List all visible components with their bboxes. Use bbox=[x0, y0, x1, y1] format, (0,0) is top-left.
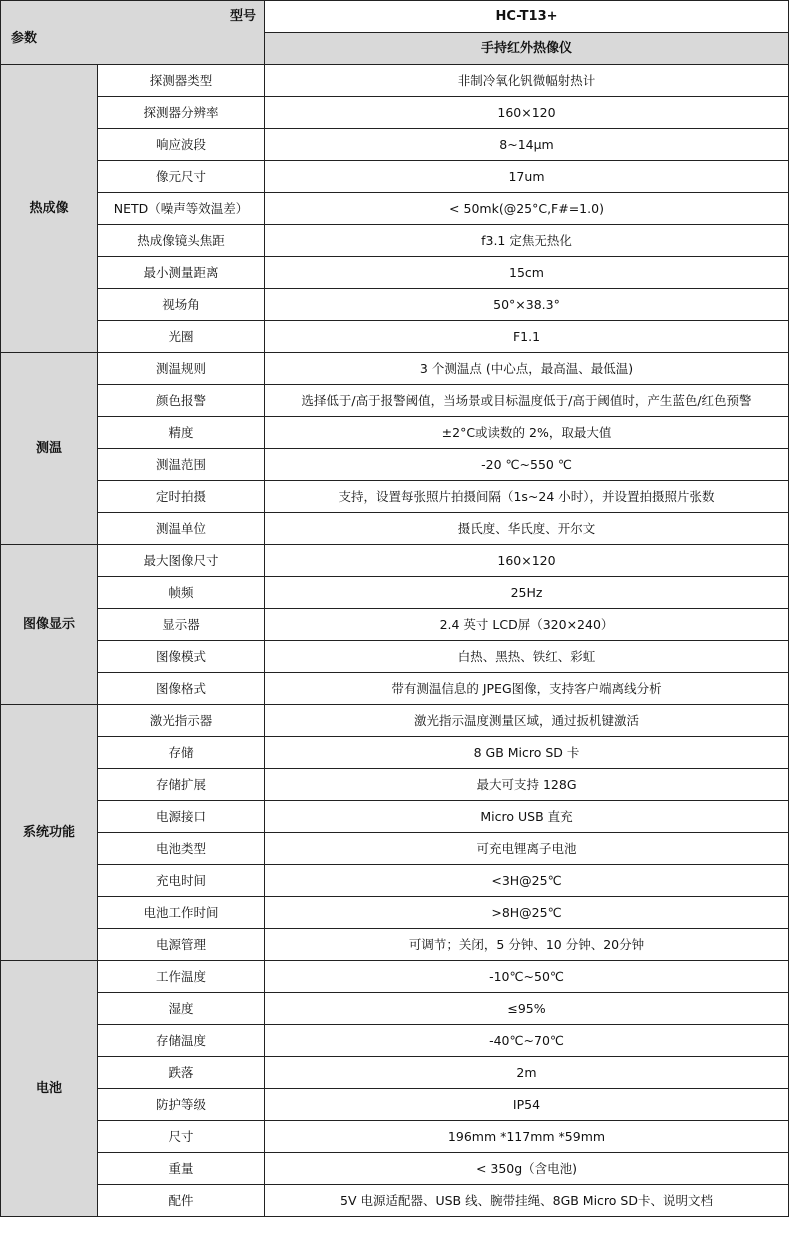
header-row-model bbox=[1, 1, 789, 33]
param-name: 存储 bbox=[98, 737, 265, 769]
table-row bbox=[1, 385, 789, 417]
group-label: 电池 bbox=[1, 961, 98, 1217]
param-name: 存储温度 bbox=[98, 1025, 265, 1057]
param-name: 最大图像尺寸 bbox=[98, 545, 265, 577]
table-row bbox=[1, 321, 789, 353]
param-name: 工作温度 bbox=[98, 961, 265, 993]
table-row bbox=[1, 673, 789, 705]
param-name: 像元尺寸 bbox=[98, 161, 265, 193]
param-name: 测温范围 bbox=[98, 449, 265, 481]
param-name: 最小测量距离 bbox=[98, 257, 265, 289]
table-row bbox=[1, 1153, 789, 1185]
param-name: 测温单位 bbox=[98, 513, 265, 545]
param-name: 精度 bbox=[98, 417, 265, 449]
param-value: 带有测温信息的 JPEG图像，支持客户端离线分析 bbox=[265, 673, 789, 705]
param-name: NETD（噪声等效温差） bbox=[98, 193, 265, 225]
param-name: 尺寸 bbox=[98, 1121, 265, 1153]
param-value: 摄氏度、华氏度、开尔文 bbox=[265, 513, 789, 545]
param-value: 白热、黑热、铁红、彩虹 bbox=[265, 641, 789, 673]
table-row bbox=[1, 897, 789, 929]
group-label: 测温 bbox=[1, 353, 98, 545]
param-name: 响应波段 bbox=[98, 129, 265, 161]
product-name: 手持红外热像仪 bbox=[265, 33, 789, 65]
param-value: -10℃~50℃ bbox=[265, 961, 789, 993]
param-value: f3.1 定焦无热化 bbox=[265, 225, 789, 257]
param-name: 颜色报警 bbox=[98, 385, 265, 417]
param-value: 可充电锂离子电池 bbox=[265, 833, 789, 865]
param-name: 光圈 bbox=[98, 321, 265, 353]
group-label: 系统功能 bbox=[1, 705, 98, 961]
table-row bbox=[1, 65, 789, 97]
table-row bbox=[1, 641, 789, 673]
param-name: 电源管理 bbox=[98, 929, 265, 961]
param-value: 2m bbox=[265, 1057, 789, 1089]
table-row bbox=[1, 289, 789, 321]
param-name: 热成像镜头焦距 bbox=[98, 225, 265, 257]
param-value: 17um bbox=[265, 161, 789, 193]
param-name: 定时拍摄 bbox=[98, 481, 265, 513]
param-name: 防护等级 bbox=[98, 1089, 265, 1121]
table-row bbox=[1, 161, 789, 193]
model-value: HC-T13+ bbox=[265, 1, 789, 33]
param-value: IP54 bbox=[265, 1089, 789, 1121]
param-value: <3H@25℃ bbox=[265, 865, 789, 897]
table-row bbox=[1, 833, 789, 865]
param-label: 参数 bbox=[11, 31, 38, 46]
param-name: 重量 bbox=[98, 1153, 265, 1185]
param-name: 电池类型 bbox=[98, 833, 265, 865]
param-name: 电源接口 bbox=[98, 801, 265, 833]
param-value: 最大可支持 128G bbox=[265, 769, 789, 801]
table-row bbox=[1, 97, 789, 129]
table-row bbox=[1, 1057, 789, 1089]
param-value: >8H@25℃ bbox=[265, 897, 789, 929]
table-row bbox=[1, 225, 789, 257]
param-value: 8~14μm bbox=[265, 129, 789, 161]
param-value: -40℃~70℃ bbox=[265, 1025, 789, 1057]
table-row bbox=[1, 961, 789, 993]
param-value: 5V 电源适配器、USB 线、腕带挂绳、8GB Micro SD卡、说明文档 bbox=[265, 1185, 789, 1217]
param-value: F1.1 bbox=[265, 321, 789, 353]
model-label: 型号 bbox=[229, 9, 256, 24]
table-row bbox=[1, 993, 789, 1025]
param-value: ≤95% bbox=[265, 993, 789, 1025]
param-name: 帧频 bbox=[98, 577, 265, 609]
param-value: 非制冷氧化钒微幅射热计 bbox=[265, 65, 789, 97]
table-row bbox=[1, 513, 789, 545]
table-row bbox=[1, 577, 789, 609]
header-label-cell bbox=[1, 1, 265, 65]
table-row bbox=[1, 737, 789, 769]
param-value: 25Hz bbox=[265, 577, 789, 609]
param-name: 配件 bbox=[98, 1185, 265, 1217]
param-name: 电池工作时间 bbox=[98, 897, 265, 929]
param-name: 湿度 bbox=[98, 993, 265, 1025]
param-value: 50°×38.3° bbox=[265, 289, 789, 321]
param-value: < 350g（含电池) bbox=[265, 1153, 789, 1185]
param-name: 图像格式 bbox=[98, 673, 265, 705]
param-value: 8 GB Micro SD 卡 bbox=[265, 737, 789, 769]
param-value: 3 个测温点 (中心点，最高温、最低温) bbox=[265, 353, 789, 385]
param-value: 160×120 bbox=[265, 97, 789, 129]
param-name: 存储扩展 bbox=[98, 769, 265, 801]
table-row bbox=[1, 1185, 789, 1217]
table-row bbox=[1, 193, 789, 225]
table-row bbox=[1, 705, 789, 737]
param-name: 探测器类型 bbox=[98, 65, 265, 97]
param-value: -20 ℃~550 ℃ bbox=[265, 449, 789, 481]
param-name: 显示器 bbox=[98, 609, 265, 641]
param-name: 图像模式 bbox=[98, 641, 265, 673]
param-name: 视场角 bbox=[98, 289, 265, 321]
param-value: 160×120 bbox=[265, 545, 789, 577]
table-row bbox=[1, 257, 789, 289]
param-value: 支持，设置每张照片拍摄间隔（1s~24 小时），并设置拍摄照片张数 bbox=[265, 481, 789, 513]
table-row bbox=[1, 417, 789, 449]
table-row bbox=[1, 353, 789, 385]
table-row bbox=[1, 865, 789, 897]
table-row bbox=[1, 1121, 789, 1153]
param-value: 2.4 英寸 LCD屏（320×240） bbox=[265, 609, 789, 641]
group-label: 热成像 bbox=[1, 65, 98, 353]
table-row bbox=[1, 449, 789, 481]
table-row bbox=[1, 1025, 789, 1057]
param-name: 激光指示器 bbox=[98, 705, 265, 737]
table-row bbox=[1, 481, 789, 513]
group-label: 图像显示 bbox=[1, 545, 98, 705]
param-value: 选择低于/高于报警阈值，当场景或目标温度低于/高于阈值时，产生蓝色/红色预警 bbox=[265, 385, 789, 417]
table-row bbox=[1, 609, 789, 641]
table-row bbox=[1, 769, 789, 801]
param-value: < 50mk(@25°C,F#=1.0) bbox=[265, 193, 789, 225]
param-name: 跌落 bbox=[98, 1057, 265, 1089]
param-name: 充电时间 bbox=[98, 865, 265, 897]
param-name: 测温规则 bbox=[98, 353, 265, 385]
table-row bbox=[1, 545, 789, 577]
param-value: 196mm *117mm *59mm bbox=[265, 1121, 789, 1153]
param-value: ±2°C或读数的 2%，取最大值 bbox=[265, 417, 789, 449]
table-row bbox=[1, 1089, 789, 1121]
param-value: Micro USB 直充 bbox=[265, 801, 789, 833]
param-value: 15cm bbox=[265, 257, 789, 289]
param-value: 可调节；关闭，5 分钟、10 分钟、20分钟 bbox=[265, 929, 789, 961]
table-row bbox=[1, 929, 789, 961]
param-value: 激光指示温度测量区域，通过扳机键激活 bbox=[265, 705, 789, 737]
table-row bbox=[1, 129, 789, 161]
param-name: 探测器分辨率 bbox=[98, 97, 265, 129]
table-row bbox=[1, 801, 789, 833]
